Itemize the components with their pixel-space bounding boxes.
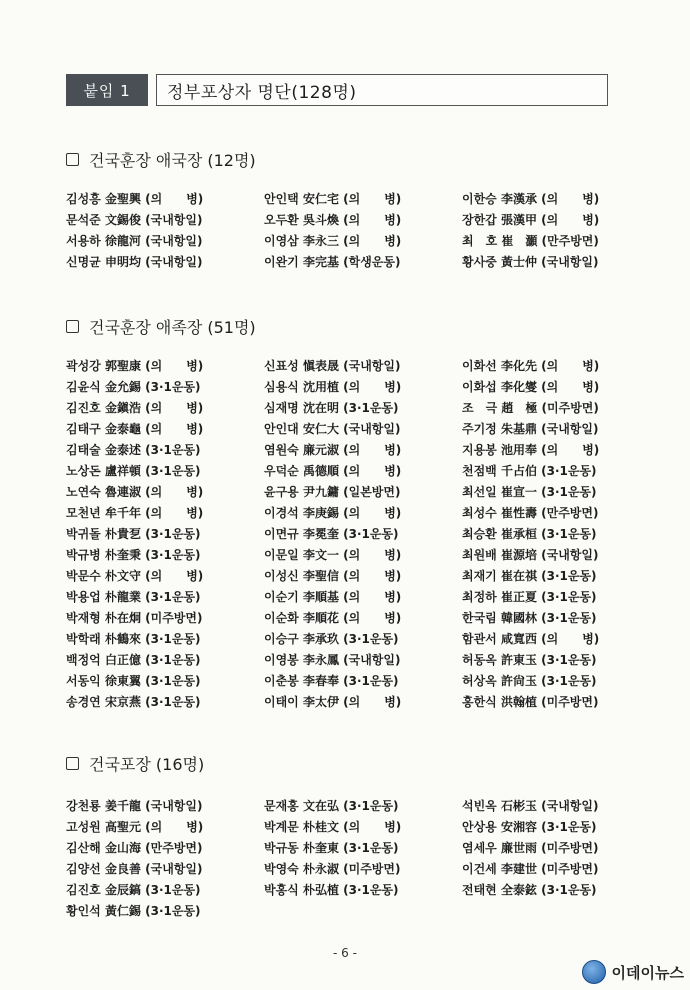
awardee-entry: 이승구 李承玖 (3·1운동): [264, 632, 399, 646]
awardee-entry: 안인대 安仁大 (국내항일): [264, 422, 401, 436]
awardee-entry: 이성신 李聖信 (의 병): [264, 569, 402, 583]
section-heading-text: 건국포장 (16명): [89, 755, 205, 774]
brand-name: 이데이뉴스: [611, 963, 684, 982]
awardee-entry: 이경석 李庚錫 (의 병): [264, 506, 402, 520]
awardee-entry: 주기정 朱基鼎 (국내항일): [462, 422, 599, 436]
awardee-entry: 박귀돌 朴貴乭 (3·1운동): [66, 527, 201, 541]
awardee-entry: 박홍식 朴弘植 (3·1운동): [264, 883, 399, 897]
awardee-entry: 심용식 沈用植 (의 병): [264, 380, 402, 394]
awardee-entry: 박용업 朴龍業 (3·1운동): [66, 590, 201, 604]
awardee-entry: 강천룡 姜千龍 (국내항일): [66, 799, 203, 813]
awardee-entry: 장한갑 張漢甲 (의 병): [462, 213, 600, 227]
awardee-entry: 홍한식 洪翰植 (미주방면): [462, 695, 599, 709]
section-heading-text: 건국훈장 애족장 (51명): [89, 318, 256, 337]
section-heading-national-medal: [66, 752, 204, 775]
awardee-entry: 최정하 崔正夏 (3·1운동): [462, 590, 597, 604]
awardee-entry: 서동익 徐東翼 (3·1운동): [66, 674, 201, 688]
awardee-entry: 이춘봉 李春奉 (3·1운동): [264, 674, 399, 688]
section-heading-patriotic-family-order: [66, 315, 256, 338]
awardee-entry: 이면규 李冕奎 (3·1운동): [264, 527, 399, 541]
awardee-entry: 한국림 韓國林 (3·1운동): [462, 611, 597, 625]
awardee-entry: 김태술 金泰述 (3·1운동): [66, 443, 201, 457]
awardee-entry: 김윤식 金允錫 (3·1운동): [66, 380, 201, 394]
awardee-entry: 노상돈 盧祥頓 (3·1운동): [66, 464, 201, 478]
awardee-entry: 안인택 安仁宅 (의 병): [264, 192, 402, 206]
awardee-entry: 윤구용 尹九鏞 (일본방면): [264, 485, 401, 499]
awardee-entry: 최재기 崔在祺 (3·1운동): [462, 569, 597, 583]
awardee-entry: 김성흥 金聖興 (의 병): [66, 192, 204, 206]
awardee-entry: 노연숙 魯連淑 (의 병): [66, 485, 204, 499]
awardee-entry: 최원배 崔源培 (국내항일): [462, 548, 599, 562]
awardee-entry: 박재형 朴在炯 (미주방면): [66, 611, 203, 625]
awardee-entry: 심재명 沈在明 (3·1운동): [264, 401, 399, 415]
awardee-entry: 조 극 趙 極 (미주방면): [462, 401, 599, 415]
awardee-entry: 박규동 朴奎東 (3·1운동): [264, 841, 399, 855]
awardee-entry: 이화선 李化先 (의 병): [462, 359, 600, 373]
award-list-national-medal: [66, 796, 636, 922]
awardee-entry: 최선일 崔宣一 (3·1운동): [462, 485, 597, 499]
page-number: - 6 -: [333, 946, 357, 960]
awardee-entry: 천점백 千占伯 (3·1운동): [462, 464, 597, 478]
awardee-entry: 박계문 朴桂文 (의 병): [264, 820, 402, 834]
awardee-entry: 서용하 徐龍河 (국내항일): [66, 234, 203, 248]
awardee-entry: 김산해 金山海 (만주방면): [66, 841, 203, 855]
section-heading-text: 건국훈장 애국장 (12명): [89, 151, 256, 170]
awardee-entry: 김진호 金辰鎬 (3·1운동): [66, 883, 201, 897]
awardee-entry: 박영숙 朴永淑 (미주방면): [264, 862, 401, 876]
awardee-entry: 최승환 崔承桓 (3·1운동): [462, 527, 597, 541]
awardee-entry: 문재홍 文在弘 (3·1운동): [264, 799, 399, 813]
awardee-entry: 이완기 李完基 (학생운동): [264, 255, 401, 269]
awardee-entry: 황인석 黃仁錫 (3·1운동): [66, 904, 201, 918]
section-heading-patriotic-order: [66, 148, 256, 171]
awardee-entry: 오두환 吳斗煥 (의 병): [264, 213, 402, 227]
awardee-entry: 곽성강 郭聖康 (의 병): [66, 359, 204, 373]
awardee-entry: 이화섭 李化燮 (의 병): [462, 380, 600, 394]
awardee-entry: 백정억 白正億 (3·1운동): [66, 653, 201, 667]
awardee-entry: 석빈옥 石彬玉 (국내항일): [462, 799, 599, 813]
awardee-entry: 이한승 李漢承 (의 병): [462, 192, 600, 206]
checkbox-icon: [66, 320, 79, 333]
awardee-entry: 이영봉 李永鳳 (국내항일): [264, 653, 401, 667]
awardee-entry: 이영삼 李永三 (의 병): [264, 234, 402, 248]
awardee-entry: 함관서 咸寬西 (의 병): [462, 632, 600, 646]
awardee-entry: 허상옥 許尙玉 (3·1운동): [462, 674, 597, 688]
checkbox-icon: [66, 757, 79, 770]
awardee-entry: 문석준 文錫俊 (국내항일): [66, 213, 203, 227]
awardee-entry: 염세우 廉世雨 (미주방면): [462, 841, 599, 855]
awardee-entry: 김진호 金鎭浩 (의 병): [66, 401, 204, 415]
attachment-title: [66, 74, 608, 106]
awardee-entry: 이순기 李順基 (의 병): [264, 590, 402, 604]
list-title: 정부포상자 명단(128명): [156, 74, 608, 106]
attachment-tag: 붙임 1: [66, 74, 148, 106]
awardee-entry: 신표성 愼表晟 (국내항일): [264, 359, 401, 373]
awardee-entry: 송경연 宋京燕 (3·1운동): [66, 695, 201, 709]
awardee-entry: 이문일 李文一 (의 병): [264, 548, 402, 562]
awardee-entry: 모천년 牟千年 (의 병): [66, 506, 204, 520]
checkbox-icon: [66, 153, 79, 166]
awardee-entry: 최성수 崔性壽 (만주방면): [462, 506, 599, 520]
awardee-entry: 우덕순 禹德順 (의 병): [264, 464, 402, 478]
awardee-entry: 허동옥 許東玉 (3·1운동): [462, 653, 597, 667]
awardee-entry: 이건세 李建世 (미주방면): [462, 862, 599, 876]
award-list-patriotic-order: [66, 189, 636, 273]
awardee-entry: 박학래 朴鶴來 (3·1운동): [66, 632, 201, 646]
awardee-entry: 최 호 崔 灝 (만주방면): [462, 234, 599, 248]
awardee-entry: 박문수 朴文守 (의 병): [66, 569, 204, 583]
awardee-entry: 지용봉 池用奉 (의 병): [462, 443, 600, 457]
awardee-entry: 김태구 金泰龜 (의 병): [66, 422, 204, 436]
awardee-entry: 김양선 金良善 (국내항일): [66, 862, 203, 876]
awardee-entry: 안상용 安湘容 (3·1운동): [462, 820, 597, 834]
awardee-entry: 박규병 朴奎秉 (3·1운동): [66, 548, 201, 562]
awardee-entry: 전태현 全泰鉉 (3·1운동): [462, 883, 597, 897]
awardee-entry: 이태이 李太伊 (의 병): [264, 695, 402, 709]
awardee-entry: 고성원 高聖元 (의 병): [66, 820, 204, 834]
awardee-entry: 황사중 黃士仲 (국내항일): [462, 255, 599, 269]
awardee-entry: 염원숙 廉元淑 (의 병): [264, 443, 402, 457]
awardee-entry: 신명균 申明均 (국내항일): [66, 255, 203, 269]
awardee-entry: 이순화 李順花 (의 병): [264, 611, 402, 625]
globe-icon: [582, 960, 606, 984]
award-list-patriotic-family-order: [66, 356, 636, 713]
brand-logo: [582, 960, 684, 984]
